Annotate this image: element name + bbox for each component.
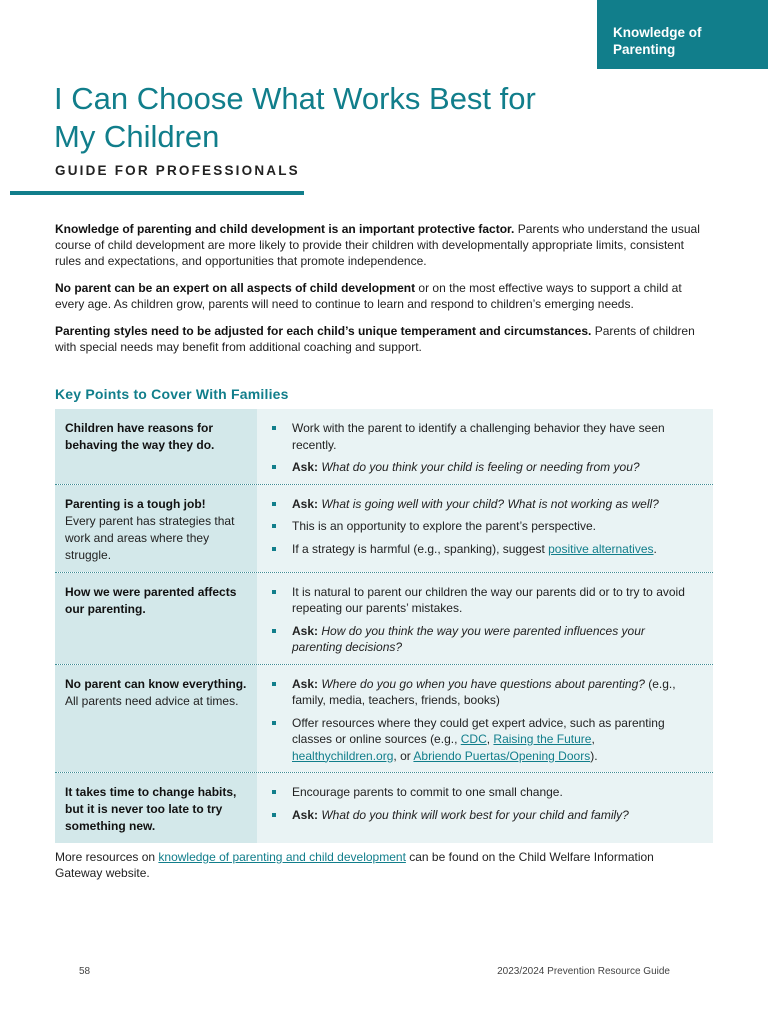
row-talking-points bbox=[257, 665, 713, 773]
ask-question: What do you think your child is feeling or needing from you? bbox=[321, 460, 640, 474]
intro-paragraph-3 bbox=[55, 323, 705, 355]
bullet-icon bbox=[272, 547, 276, 551]
bullet-text: It is natural to parent our children the way our parents did or to try to avoid repeating our parents’ mistakes. bbox=[292, 584, 685, 615]
page-number: 58 bbox=[79, 966, 91, 977]
row-key-point bbox=[55, 773, 257, 843]
key-point-bold: Parenting is a tough job! bbox=[65, 496, 206, 511]
section-tab-line2: Parenting bbox=[613, 42, 676, 57]
key-points-table bbox=[55, 409, 713, 843]
list-item bbox=[271, 518, 697, 535]
section-tab-line1: Knowledge of bbox=[613, 25, 702, 40]
bullet-text: Encourage parents to commit to one small change. bbox=[292, 785, 563, 799]
guide-name: 2023/2024 Prevention Resource Guide bbox=[497, 966, 670, 977]
key-point-bold: It takes time to change habits, but it is never too late to try something new. bbox=[65, 785, 237, 833]
row-key-point bbox=[55, 573, 257, 664]
separator: , bbox=[591, 732, 595, 746]
separator: , bbox=[486, 732, 494, 746]
row-key-point bbox=[55, 485, 257, 572]
row-talking-points bbox=[257, 573, 713, 664]
row-talking-points bbox=[257, 773, 713, 843]
intro-p2-text: or on the most effective ways to support a child at every age. As children grow, parents will need to continue to learn and respond to children’s emerging needs. bbox=[55, 281, 682, 311]
title-line1: I Can Choose What Works Best for bbox=[54, 81, 536, 116]
ask-label: Ask: bbox=[292, 807, 319, 822]
bullet-text-end: . bbox=[653, 541, 657, 556]
more-resources-text-end: can be found on the Child Welfare Information Gateway website. bbox=[55, 850, 654, 880]
more-resources-note bbox=[55, 849, 695, 881]
table-row bbox=[55, 485, 713, 573]
row-key-point bbox=[55, 665, 257, 773]
knowledge-of-parenting-link[interactable]: knowledge of parenting and child development bbox=[158, 850, 406, 864]
intro-paragraph-2 bbox=[55, 280, 705, 312]
section-tab bbox=[597, 0, 768, 69]
bullet-icon bbox=[272, 465, 276, 469]
intro-section bbox=[55, 221, 705, 366]
positive-alternatives-link[interactable]: positive alternatives bbox=[548, 541, 654, 556]
table-row bbox=[55, 573, 713, 665]
ask-question: What do you think will work best for your child and family? bbox=[321, 807, 629, 822]
ask-question: What is going well with your child? What is not working as well? bbox=[321, 496, 659, 511]
list-item bbox=[271, 459, 697, 476]
key-point-bold: No parent can know everything. bbox=[65, 676, 247, 691]
list-item bbox=[271, 496, 697, 513]
row-talking-points bbox=[257, 485, 713, 572]
list-item bbox=[271, 807, 697, 824]
key-point-bold: Children have reasons for behaving the way they do. bbox=[65, 421, 215, 452]
list-item bbox=[271, 623, 697, 656]
bullet-icon bbox=[272, 502, 276, 506]
list-item bbox=[271, 715, 697, 765]
key-point-bold: How we were parented affects our parenting. bbox=[65, 584, 237, 616]
list-item bbox=[271, 541, 697, 558]
row-talking-points bbox=[257, 409, 713, 484]
row-key-point bbox=[55, 409, 257, 484]
more-resources-text: More resources on bbox=[55, 850, 159, 864]
list-item bbox=[271, 420, 697, 453]
bullet-icon bbox=[272, 721, 276, 725]
title-line2: My Children bbox=[54, 119, 220, 154]
key-points-heading: Key Points to Cover With Families bbox=[55, 386, 289, 402]
ask-question: How do you think the way you were parented influences your parenting decisions? bbox=[292, 623, 645, 654]
list-item bbox=[271, 784, 697, 801]
key-point-text: All parents need advice at times. bbox=[65, 693, 239, 708]
list-item bbox=[271, 584, 697, 617]
cdc-link[interactable]: CDC bbox=[460, 732, 487, 746]
bullet-icon bbox=[272, 629, 276, 633]
raising-the-future-link[interactable]: Raising the Future bbox=[493, 732, 592, 746]
bullet-icon bbox=[272, 590, 276, 594]
separator: , or bbox=[393, 748, 414, 763]
intro-p2-bold: No parent can be an expert on all aspects of child development bbox=[55, 281, 416, 295]
page-subtitle: GUIDE FOR PROFESSIONALS bbox=[55, 163, 300, 178]
table-row bbox=[55, 665, 713, 774]
ask-label: Ask: bbox=[292, 676, 319, 691]
ask-label: Ask: bbox=[292, 496, 319, 511]
intro-paragraph-1 bbox=[55, 221, 705, 269]
bullet-text: (e.g., family, media, teachers, friends, books) bbox=[292, 676, 676, 707]
abriendo-puertas-link[interactable]: Abriendo Puertas/Opening Doors bbox=[413, 748, 591, 763]
ask-label: Ask: bbox=[292, 623, 319, 638]
bullet-text: Work with the parent to identify a challenging behavior they have seen recently. bbox=[292, 421, 665, 452]
key-point-text: Every parent has strategies that work and areas where they struggle. bbox=[65, 513, 235, 562]
intro-p1-text: Parents who understand the usual course of child development are more likely to provide their children with developmentally appropriate limits, consistent rules and expectations, and opportunities that promote independence. bbox=[55, 222, 700, 268]
bullet-icon bbox=[272, 790, 276, 794]
intro-p1-bold: Knowledge of parenting and child development is an important protective factor. bbox=[55, 222, 515, 236]
title-rule bbox=[10, 191, 304, 195]
bullet-text: If a strategy is harmful (e.g., spanking), suggest bbox=[292, 541, 549, 556]
bullet-text: This is an opportunity to explore the parent’s perspective. bbox=[292, 519, 596, 533]
bullet-icon bbox=[272, 813, 276, 817]
list-item bbox=[271, 676, 697, 709]
bullet-icon bbox=[272, 426, 276, 430]
table-row bbox=[55, 409, 713, 485]
intro-p3-bold: Parenting styles need to be adjusted for each child’s unique temperament and circumstances. bbox=[55, 324, 592, 338]
healthychildren-link[interactable]: healthychildren.org bbox=[292, 748, 394, 763]
bullet-icon bbox=[272, 682, 276, 686]
bullet-text-end: ). bbox=[590, 748, 598, 763]
ask-question: Where do you go when you have questions about parenting? bbox=[321, 676, 645, 691]
ask-label: Ask: bbox=[292, 460, 319, 474]
page-title bbox=[54, 80, 614, 156]
bullet-icon bbox=[272, 524, 276, 528]
bullet-text: Offer resources where they could get expert advice, such as parenting classes or online sources (e.g., bbox=[292, 715, 665, 746]
table-row bbox=[55, 773, 713, 843]
intro-p3-text: Parents of children with special needs may benefit from additional coaching and support. bbox=[55, 324, 695, 354]
